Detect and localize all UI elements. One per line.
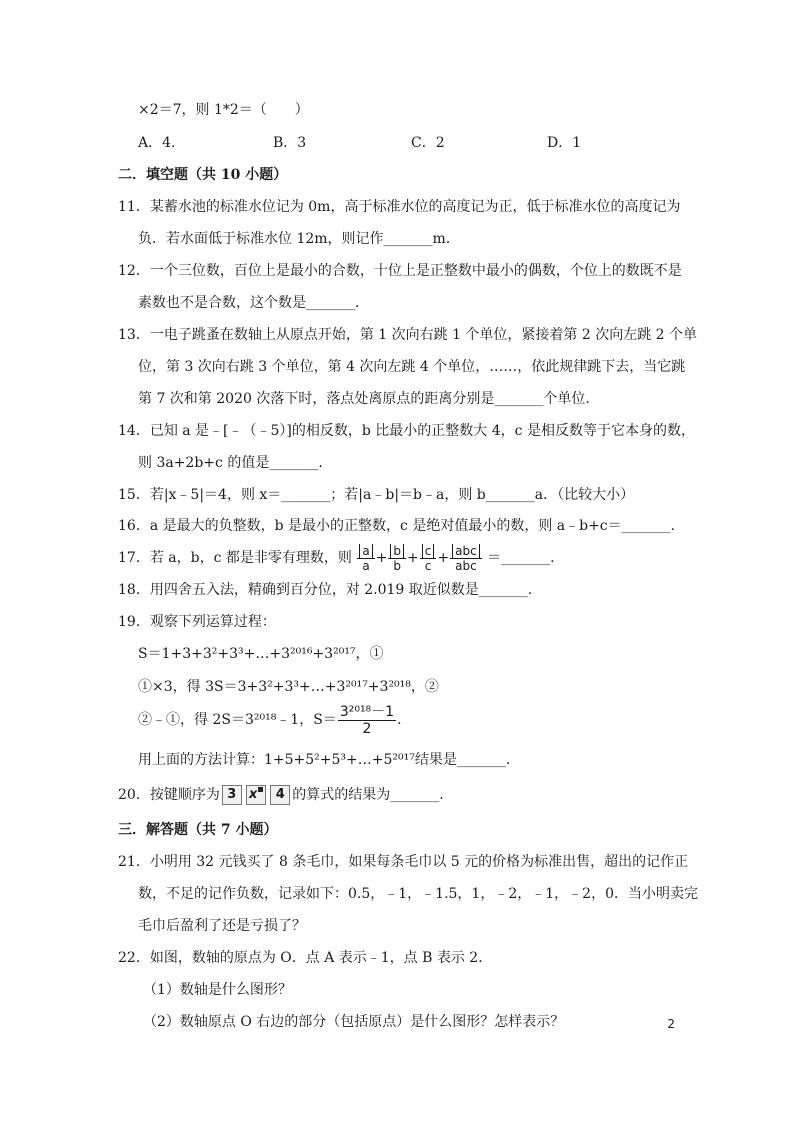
q17-prefix: 17．若 a，b，c 都是非零有理数，则 — [118, 550, 352, 566]
q19-last-line: 用上面的方法计算：1+5+5²+5³+…+5²⁰¹⁷结果是_______. — [138, 752, 511, 768]
q14-line1: 14．已知 a 是﹣[﹣（﹣5）]的相反数，b 比最小的正整数大 4，c 是相反数等于它本身的数， — [118, 423, 695, 439]
key-4: 4 — [270, 785, 290, 805]
page-number: 2 — [667, 1017, 675, 1031]
q22-sub1: （1）数轴是什么图形？ — [143, 982, 292, 998]
q17-frac-b-den: b — [393, 558, 402, 573]
section-2-title: 二．填空题（共 10 小题） — [118, 167, 288, 183]
q17-frac-abc-den: abc — [455, 558, 477, 573]
q18-line1: 18．用四舍五入法，精确到百分位，对 2.019 取近似数是_______. — [118, 582, 533, 598]
key-3: 3 — [222, 785, 242, 805]
q19-eq3-suffix: . — [397, 712, 402, 728]
q19-fraction — [338, 704, 396, 737]
q17-fraction-a — [357, 544, 374, 573]
q22-sub2: （2）数轴原点 O 右边的部分（包括原点）是什么图形？怎样表示？ — [143, 1014, 565, 1030]
q12-line2: 素数也不是合数，这个数是_______． — [138, 295, 369, 311]
q22-line1: 22．如图，数轴的原点为 O．点 A 表示﹣1，点 B 表示 2． — [118, 950, 493, 966]
q20-line — [118, 783, 444, 807]
q11-line2: 负．若水面低于标准水位 12m，则记作_______m． — [138, 231, 460, 247]
q10-option-c: C．2 — [411, 135, 445, 151]
q21-line2: 数，不足的记作负数，记录如下：0.5，﹣1，﹣1.5，1，﹣2，﹣1，﹣2，0．当小明卖完 — [138, 886, 698, 902]
q10-option-b: B．3 — [273, 135, 307, 151]
q17-plus-3: + — [437, 550, 450, 566]
q13-line3: 第 7 次和第 2020 次落下时，落点处离原点的距离分别是_______个单位. — [138, 391, 590, 407]
q21-line1: 21．小明用 32 元钱买了 8 条毛巾，如果每条毛巾以 5 元的价格为标准出售，超出的记作正 — [118, 854, 689, 870]
q17-frac-abc-num: abc — [452, 544, 480, 558]
q21-line3: 毛巾后盈利了还是亏损了？ — [138, 918, 306, 934]
q17-fraction-c — [420, 544, 437, 573]
q17-frac-c-den: c — [424, 558, 432, 573]
q10-option-d: D．1 — [547, 135, 582, 151]
q11-line1: 11．某蓄水池的标准水位记为 0m，高于标准水位的高度记为正，低于标准水位的高度记为 — [118, 199, 681, 215]
q13-line1: 13．一电子跳蚤在数轴上从原点开始，第 1 次向右跳 1 个单位，紧接着第 2 次向左跳 2 个单 — [118, 327, 698, 343]
q15-line1: 15．若|x﹣5|＝4，则 x＝_______；若|a﹣b|＝b﹣a，则 b_______a．（比较大小） — [118, 487, 635, 503]
q20-suffix: 的算式的结果为_______. — [292, 787, 444, 803]
q19-fraction-den: 2 — [362, 720, 372, 737]
q19-line1: 19．观察下列运算过程： — [118, 614, 276, 630]
q17-suffix: ＝_______. — [487, 550, 555, 566]
q13-line2: 位，第 3 次向右跳 3 个单位，第 4 次向左跳 4 个单位，……，依此规律跳下去，当它跳 — [138, 359, 686, 375]
q19-fraction-num: 3²⁰¹⁸－1 — [339, 703, 395, 720]
q17-line — [118, 543, 555, 573]
q19-eq3-prefix: ②﹣①，得 2S＝3²⁰¹⁸﹣1，S＝ — [138, 712, 337, 728]
section-3-title: 三．解答题（共 7 小题） — [118, 822, 278, 838]
q14-line2: 则 3a+2b+c 的值是_______. — [138, 455, 323, 471]
q17-plus-1: + — [375, 550, 388, 566]
q19-eq3 — [138, 703, 402, 737]
q10-tail: ×2＝7，则 1*2＝（ ） — [138, 102, 309, 118]
q20-prefix: 20．按键顺序为 — [118, 787, 220, 803]
q12-line1: 12．一个三位数，百位上是最小的合数，十位上是正整数中最小的偶数，个位上的数既不是 — [118, 263, 682, 279]
q17-frac-a-num: a — [359, 544, 372, 558]
q17-frac-c-num: c — [422, 544, 435, 558]
q17-fraction-abc — [450, 544, 482, 573]
q17-frac-a-den: a — [362, 558, 370, 573]
q17-fraction-b — [388, 544, 406, 573]
key-x-power — [246, 785, 266, 805]
q17-plus-2: + — [407, 550, 419, 566]
q16-line1: 16．a 是最大的负整数，b 是最小的正整数，c 是绝对值最小的数，则 a﹣b+c＝_______. — [118, 518, 676, 534]
square-icon — [258, 787, 263, 792]
q19-eq2: ①×3，得 3S＝3+3²+3³+…+3²⁰¹⁷+3²⁰¹⁸，② — [138, 679, 439, 695]
q17-frac-b-num: b — [390, 544, 404, 558]
q10-option-a: A．4. — [138, 135, 176, 151]
q19-eq1: S＝1+3+3²+3³+…+3²⁰¹⁶+3²⁰¹⁷，① — [138, 646, 384, 662]
key-x-label: x — [248, 787, 258, 802]
